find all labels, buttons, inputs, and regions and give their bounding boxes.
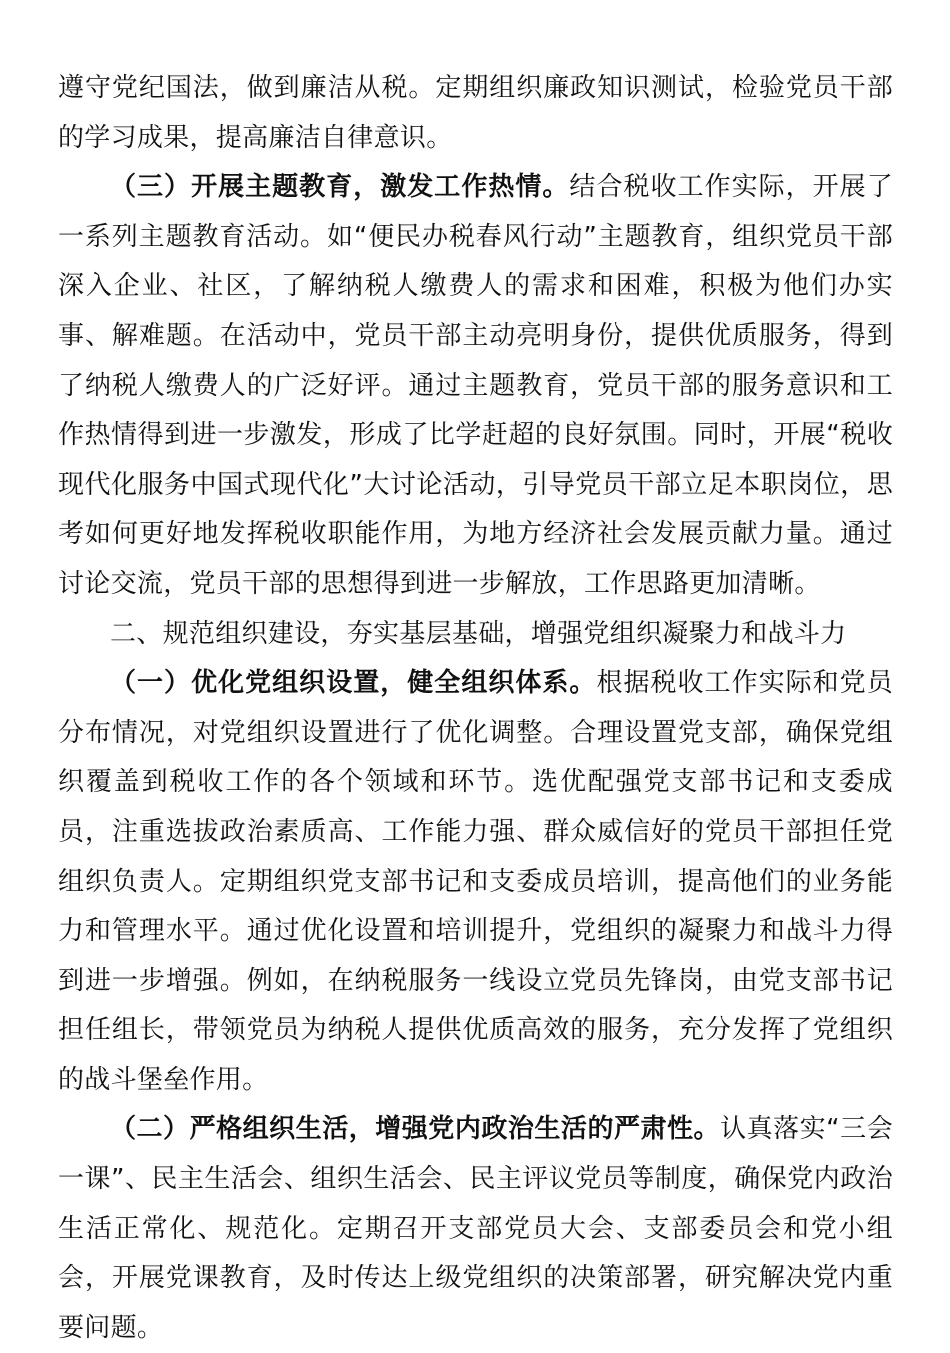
document-body bbox=[58, 64, 893, 1353]
paragraph-body: 根据税收工作实际和党员分布情况，对党组织设置进行了优化调整。合理设置党支部，确保党组织覆盖到税收工作的各个领域和环节。选优配强党支部书记和支委成员，注重选拔政治素质高、工作能力强、群众威信好的党员干部担任党组织负责人。定期组织党支部书记和支委成员培训，提高他们的业务能力和管理水平。通过优化设置和培训提升，党组织的凝聚力和战斗力得到进一步增强。例如，在纳税服务一线设立党员先锋岗，由党支部书记担任组长，带领党员为纳税人提供优质高效的服务，充分发挥了党组织的战斗堡垒作用。 bbox=[58, 668, 893, 1095]
paragraph-heading-bold: （二）严格组织生活，增强党内政治生活的严肃性。 bbox=[110, 1114, 721, 1145]
paragraph-heading-bold: （三）开展主题教育，激发工作热情。 bbox=[110, 172, 570, 203]
paragraph-body: 认真落实“三会一课”、民主生活会、组织生活会、民主评议党员等制度，确保党内政治生活正常化、规范化。定期召开支部党员大会、支部委员会和党小组会，开展党课教育，及时传达上级党组织的决策部署，研究解决党内重要问题。 bbox=[58, 1114, 893, 1343]
section-heading: 二、规范组织建设，夯实基层基础，增强党组织凝聚力和战斗力 bbox=[110, 618, 847, 649]
paragraph-body: 结合税收工作实际，开展了一系列主题教育活动。如“便民办税春风行动”主题教育，组织党员干部深入企业、社区，了解纳税人缴费人的需求和困难，积极为他们办实事、解难题。在活动中，党员干部主动亮明身份，提供优质服务，得到了纳税人缴费人的广泛好评。通过主题教育，党员干部的服务意识和工作热情得到进一步激发，形成了比学赶超的良好氛围。同时，开展“税收现代化服务中国式现代化”大讨论活动，引导党员干部立足本职岗位，思考如何更好地发挥税收职能作用，为地方经济社会发展贡献力量。通过讨论交流，党员干部的思想得到进一步解放，工作思路更加清晰。 bbox=[58, 172, 893, 599]
paragraph-theme-education bbox=[58, 163, 893, 609]
paragraph-organization-setup bbox=[58, 659, 893, 1105]
paragraph-heading-bold: （一）优化党组织设置，健全组织体系。 bbox=[110, 668, 597, 699]
paragraph-organization-life bbox=[58, 1105, 893, 1353]
paragraph-continuation: 遵守党纪国法，做到廉洁从税。定期组织廉政知识测试，检验党员干部的学习成果，提高廉洁自律意识。 bbox=[58, 73, 893, 153]
